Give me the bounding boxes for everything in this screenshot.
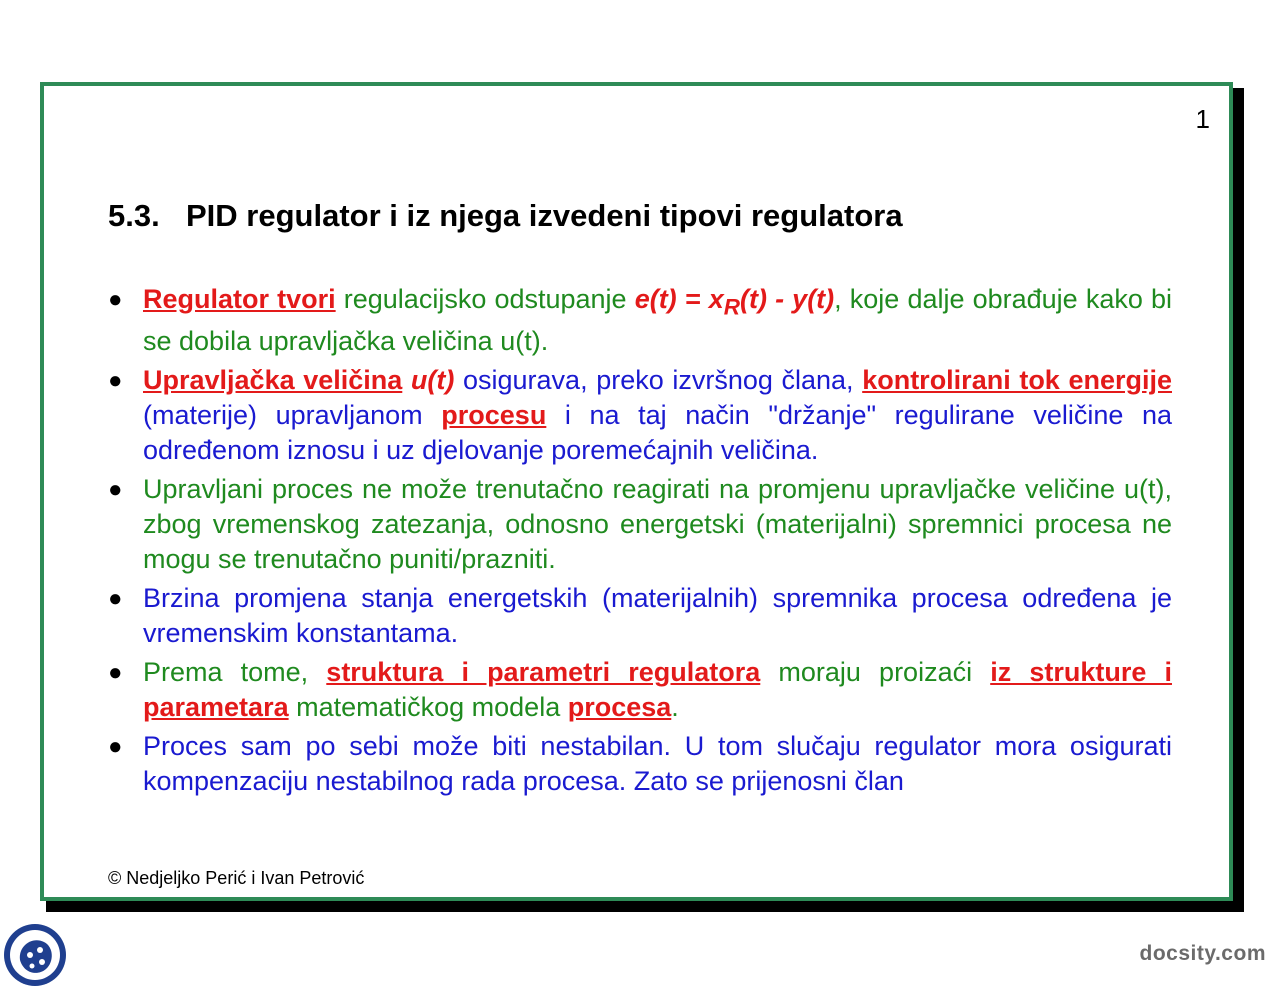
body-text: matematičkog modela	[288, 692, 568, 723]
docsity-logo-icon[interactable]	[2, 922, 68, 988]
body-text: osigurava, preko izvršnog člana,	[454, 365, 863, 396]
copyright-footer: © Nedjeljko Perić i Ivan Petrović	[108, 868, 365, 888]
body-text: .	[671, 692, 679, 723]
highlight-text: struktura i parametri regulatora	[326, 657, 761, 688]
section-number: 5.3.	[108, 198, 160, 233]
highlight-text: Regulator tvori	[143, 284, 336, 314]
formula-part: e(t) = x	[634, 284, 724, 314]
body-text: Upravljani proces ne može trenutačno reagirati na promjenu upravljačke veličine u(t), zbog vremenskog zatezanja, odnosno energetski (materijalni) spremnici procesa ne mogu se trenutačno puniti/prazniti.	[143, 474, 1172, 575]
highlight-text: iz strukture i parametara	[143, 657, 1172, 723]
highlight-text: Upravljačka veličina	[143, 365, 403, 396]
formula	[634, 284, 835, 320]
docsity-watermark[interactable]: docsity.com	[1139, 942, 1266, 965]
body-text: Proces sam po sebi može biti nestabilan. U tom slučaju regulator mora osigurati kompenzaciju nestabilnog rada procesa. Zato se prijenosni član	[143, 731, 1172, 797]
highlight-text: procesa	[567, 692, 672, 723]
bullet-icon: ●	[108, 733, 123, 761]
list-item	[108, 282, 1172, 359]
formula: u(t)	[402, 365, 455, 396]
body-text: Brzina promjena stanja energetskih (materijalnih) spremnika procesa određena je vremenskim konstantama.	[143, 583, 1172, 649]
bullet-list	[108, 282, 1172, 803]
body-text: , koje dalje obrađuje kako bi se dobila upravljačka veličina u(t).	[143, 284, 1172, 357]
section-title: PID regulator i iz njega izvedeni tipovi regulatora	[186, 198, 903, 233]
bullet-icon: ●	[108, 476, 123, 504]
highlight-text: kontrolirani tok energije	[862, 365, 1172, 396]
page-title	[108, 198, 903, 234]
bullet-icon: ●	[108, 367, 123, 395]
body-text: (materije) upravljanom	[143, 400, 442, 431]
body-text: regulacijsko odstupanje	[335, 284, 635, 314]
body-text: i na taj način "držanje" regulirane veličine na određenom iznosu i uz djelovanje poremećajnih veličina.	[143, 400, 1173, 466]
list-item	[108, 363, 1172, 468]
body-text: Prema tome,	[143, 657, 327, 688]
list-item	[108, 729, 1172, 799]
bullet-icon: ●	[108, 585, 123, 613]
list-item	[108, 581, 1172, 651]
highlight-text: procesu	[441, 400, 547, 431]
bullet-icon: ●	[108, 286, 123, 313]
list-item	[108, 472, 1172, 577]
bullet-icon: ●	[108, 659, 123, 687]
formula-part: (t) - y(t)	[739, 284, 835, 314]
body-text: moraju proizaći	[760, 657, 991, 688]
page-number: 1	[1195, 104, 1210, 134]
formula-subscript: R	[723, 294, 740, 320]
list-item	[108, 655, 1172, 725]
